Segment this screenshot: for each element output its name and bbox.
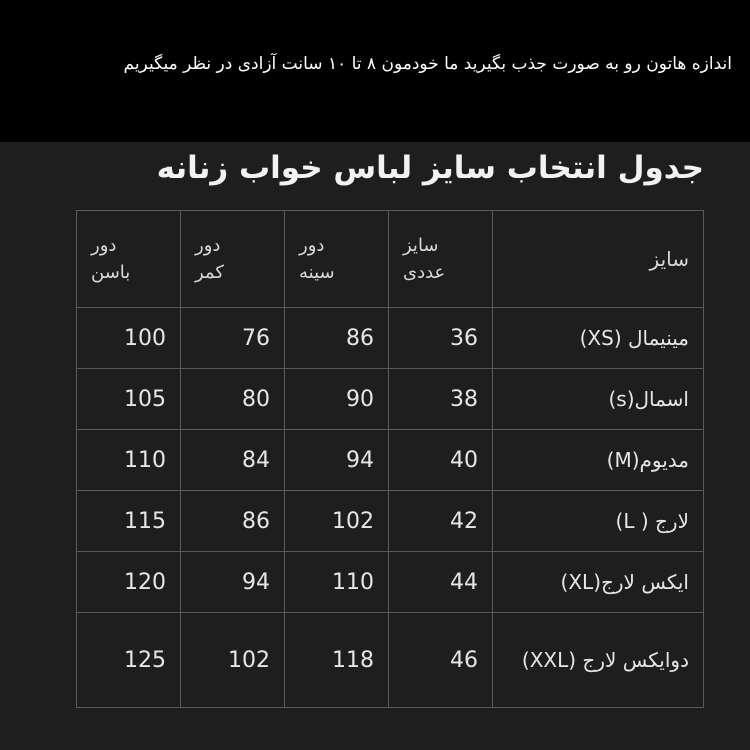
- top-banner: [0, 0, 750, 142]
- numeric-size-value: 38: [389, 369, 493, 430]
- numeric-size-value: 46: [389, 613, 493, 708]
- size-table: [76, 210, 704, 708]
- table-row: [77, 552, 704, 613]
- size-label: مینیمال (XS): [493, 308, 704, 369]
- header-numeric-size: سایز عددی: [389, 211, 493, 308]
- header-size: سایز: [493, 211, 704, 308]
- waist-value: 80: [181, 369, 285, 430]
- header-row: [77, 211, 704, 308]
- waist-value: 84: [181, 430, 285, 491]
- hip-value: 125: [77, 613, 181, 708]
- size-label: اسمال(s): [493, 369, 704, 430]
- chest-value: 110: [285, 552, 389, 613]
- chest-value: 102: [285, 491, 389, 552]
- numeric-size-value: 44: [389, 552, 493, 613]
- hip-value: 115: [77, 491, 181, 552]
- size-label: دوایکس لارج (XXL): [493, 613, 704, 708]
- chest-value: 118: [285, 613, 389, 708]
- table-row: [77, 613, 704, 708]
- size-label: لارج ( L): [493, 491, 704, 552]
- chest-value: 86: [285, 308, 389, 369]
- table-title: جدول انتخاب سایز لباس خواب زنانه: [156, 150, 704, 186]
- header-waist: دور کمر: [181, 211, 285, 308]
- chest-value: 90: [285, 369, 389, 430]
- numeric-size-value: 42: [389, 491, 493, 552]
- size-label: مدیوم(M): [493, 430, 704, 491]
- hip-value: 100: [77, 308, 181, 369]
- waist-value: 102: [181, 613, 285, 708]
- table-row: [77, 369, 704, 430]
- caption-text: اندازه هاتون رو به صورت جذب بگیرید ما خودمون ۸ تا ۱۰ سانت آزادی در نظر میگیریم: [123, 54, 732, 74]
- waist-value: 86: [181, 491, 285, 552]
- waist-value: 76: [181, 308, 285, 369]
- table-row: [77, 308, 704, 369]
- table-row: [77, 491, 704, 552]
- numeric-size-value: 36: [389, 308, 493, 369]
- chest-value: 94: [285, 430, 389, 491]
- header-hip: دور باسن: [77, 211, 181, 308]
- size-chart-panel: [0, 142, 750, 750]
- waist-value: 94: [181, 552, 285, 613]
- numeric-size-value: 40: [389, 430, 493, 491]
- hip-value: 120: [77, 552, 181, 613]
- size-label: ایکس لارج(XL): [493, 552, 704, 613]
- hip-value: 110: [77, 430, 181, 491]
- table-row: [77, 430, 704, 491]
- hip-value: 105: [77, 369, 181, 430]
- header-chest: دور سینه: [285, 211, 389, 308]
